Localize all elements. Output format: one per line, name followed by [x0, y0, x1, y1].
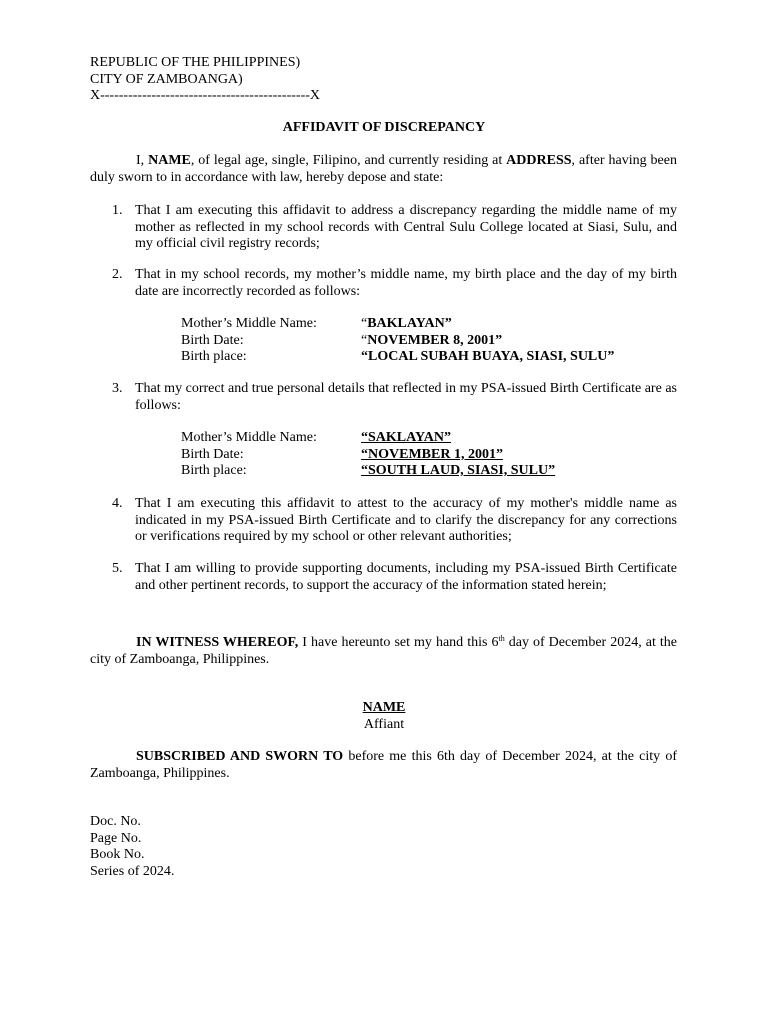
witness-text-1: I have hereunto set my hand this 6 [298, 635, 499, 650]
detail-label: Birth Date: [181, 332, 244, 348]
detail-row-middle-name [181, 430, 681, 447]
document-title: AFFIDAVIT OF DISCREPANCY [282, 120, 486, 135]
item-text: That in my school records, my mother’s middle name, my birth place and the day of my birth date are incorrectly recorded as follows: [135, 267, 677, 299]
detail-value: “SAKLAYAN” [361, 430, 451, 445]
item-text: That my correct and true personal details that reflected in my PSA-issued Birth Certificate are as follows: [135, 381, 677, 413]
witness-lead: IN WITNESS WHEREOF, [136, 635, 299, 650]
detail-value: “SOUTH LAUD, SIASI, SULU” [361, 463, 556, 478]
list-item [90, 267, 677, 300]
incorrect-details [181, 316, 681, 366]
item-text: That I am willing to provide supporting documents, including my PSA-issued Birth Certificate and other pertinent records, to support the accuracy of the information stated herein; [135, 561, 677, 593]
intro-text-1: I, [136, 153, 149, 168]
item-text: That I am executing this affidavit to address a discrepancy regarding the middle name of my mother as reflected in my school records with Central Sulu College located at Siasi, Sulu, and my official civil registry records; [135, 203, 677, 251]
detail-label: Birth place: [181, 349, 247, 364]
notary-doc-no: Doc. No. [90, 814, 141, 829]
signature-block [0, 700, 768, 733]
detail-row-birth-place [181, 463, 681, 480]
detail-value: “BAKLAYAN” [361, 316, 452, 331]
item-number: 2. [112, 267, 123, 282]
notary-series: Series of 2024. [90, 863, 175, 879]
item-number: 1. [112, 203, 123, 218]
list-item [90, 381, 677, 414]
notary-book-no: Book No. [90, 847, 145, 862]
detail-label: Mother’s Middle Name: [181, 430, 317, 445]
detail-label: Birth place: [181, 463, 247, 478]
detail-value: “LOCAL SUBAH BUAYA, SIASI, SULU” [361, 349, 615, 364]
item-text: That I am executing this affidavit to attest to the accuracy of my mother's middle name as indicated in my PSA-issued Birth Certificate and to clarify the discrepancy for any corrections or verifications required by my school or other relevant authorities; [135, 496, 677, 544]
item-number: 3. [112, 381, 123, 396]
header-republic: REPUBLIC OF THE PHILIPPINES) [90, 55, 301, 70]
witness-superscript: th [498, 634, 505, 643]
detail-row-birth-place [181, 349, 681, 366]
affiant-address: ADDRESS [506, 153, 572, 168]
intro-text-2: , of legal age, single, Filipino, and currently residing at [190, 153, 507, 168]
affiant-name: NAME [148, 153, 191, 168]
item-number: 4. [112, 496, 123, 511]
list-item [90, 561, 677, 594]
notary-page-no: Page No. [90, 830, 142, 846]
witness-text-2: day of December 2024, at the city of Zamboanga, Philippines. [90, 635, 677, 667]
subscribed-paragraph [90, 749, 677, 782]
detail-value: “NOVEMBER 1, 2001” [361, 446, 503, 462]
item-number: 5. [112, 561, 123, 576]
intro-paragraph [90, 153, 677, 186]
signature-role: Affiant [363, 716, 405, 732]
header-separator: X---------------------------------------------X [90, 88, 321, 103]
header-block [90, 55, 320, 105]
subscribed-lead: SUBSCRIBED AND SWORN TO [136, 749, 344, 764]
notary-block [90, 814, 174, 880]
detail-label: Birth Date: [181, 446, 244, 462]
list-item [90, 496, 677, 546]
detail-row-birth-date [181, 333, 681, 350]
list-item [90, 203, 677, 253]
detail-label: Mother’s Middle Name: [181, 316, 317, 331]
detail-row-birth-date [181, 447, 681, 464]
intro-text-3: , after having been duly sworn to in accordance with law, hereby depose and state: [90, 153, 677, 185]
detail-row-middle-name [181, 316, 681, 333]
correct-details [181, 430, 681, 480]
header-city: CITY OF ZAMBOANGA) [90, 71, 243, 87]
signature-name: NAME [362, 700, 406, 715]
subscribed-text: before me this 6th day of December 2024, at the city of Zamboanga, Philippines. [90, 749, 678, 781]
detail-value: “NOVEMBER 8, 2001” [361, 332, 503, 348]
witness-paragraph [90, 635, 677, 668]
